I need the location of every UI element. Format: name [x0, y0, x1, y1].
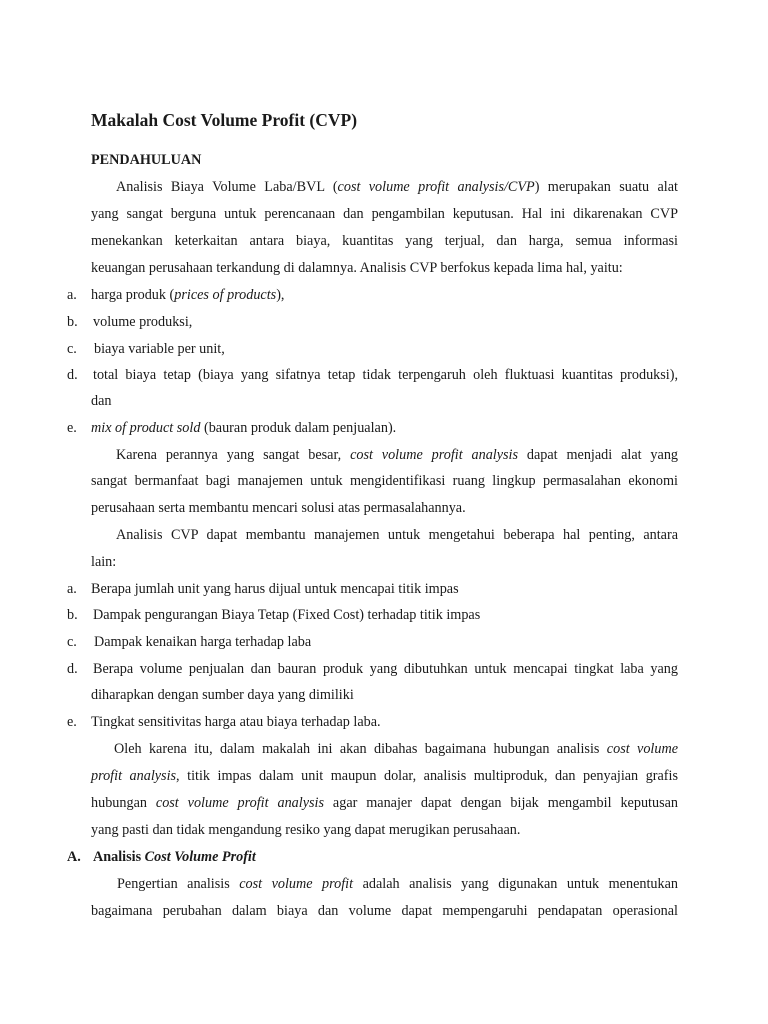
list-marker: b.: [67, 314, 78, 330]
paragraph-line: Analisis CVP dapat membantu manajemen untuk mengetahui beberapa hal penting, antara: [116, 527, 678, 543]
list-item-continuation: diharapkan dengan sumber daya yang dimiliki: [91, 687, 354, 703]
paragraph-line: perusahaan serta membantu mencari solusi atas permasalahannya.: [91, 500, 466, 516]
paragraph-line: sangat bermanfaat bagi manajemen untuk mengidentifikasi ruang lingkup permasalahan ekonomi: [91, 473, 678, 489]
section-marker: A.: [67, 849, 81, 865]
paragraph-line: yang sangat berguna untuk perencanaan dan pengambilan keputusan. Hal ini dikarenakan CVP: [91, 206, 678, 222]
list-marker: e.: [67, 714, 77, 730]
paragraph-line: Oleh karena itu, dalam makalah ini akan dibahas bagaimana hubungan analisis cost volume: [114, 741, 678, 757]
paragraph-line: bagaimana perubahan dalam biaya dan volume dapat mempengaruhi pendapatan operasional: [91, 903, 678, 919]
list-marker: c.: [67, 634, 77, 650]
document-title: Makalah Cost Volume Profit (CVP): [91, 110, 358, 130]
paragraph-line: hubungan cost volume profit analysis agar manajer dapat dengan bijak mengambil keputusan: [91, 795, 678, 811]
paragraph-line: lain:: [91, 554, 117, 570]
list-marker: a.: [67, 581, 77, 597]
paragraph-line: Karena perannya yang sangat besar, cost volume profit analysis dapat menjadi alat yang: [116, 447, 679, 463]
list-marker: c.: [67, 341, 77, 357]
list-marker: d.: [67, 367, 78, 383]
paragraph-line: Pengertian analisis cost volume profit adalah analisis yang digunakan untuk menentukan: [117, 876, 678, 892]
list-marker: a.: [67, 287, 77, 303]
section-heading: PENDAHULUAN: [91, 152, 202, 168]
list-item-continuation: dan: [91, 393, 112, 409]
paragraph-line: keuangan perusahaan terkandung di dalamnya. Analisis CVP berfokus kepada lima hal, yaitu:: [91, 260, 623, 276]
paragraph-line: profit analysis, titik impas dalam unit maupun dolar, analisis multiproduk, dan penyajian grafis: [91, 768, 678, 784]
paragraph-line: Analisis Biaya Volume Laba/BVL (cost volume profit analysis/CVP) merupakan suatu alat: [116, 179, 678, 195]
paragraph-line: yang pasti dan tidak mengandung resiko yang dapat merugikan perusahaan.: [91, 822, 521, 838]
list-marker: b.: [67, 607, 78, 623]
list-marker: d.: [67, 661, 78, 677]
paragraph-line: menekankan keterkaitan antara biaya, kuantitas yang terjual, dan harga, semua informasi: [91, 233, 678, 249]
list-marker: e.: [67, 420, 77, 436]
document-page: Makalah Cost Volume Profit (CVP) PENDAHULUAN Analisis Biaya Volume Laba/BVL (cost volume profit analysis/CVP) merupakan suatu alat yang sangat berguna untuk perencanaan dan pengambilan keputusan. Hal ini dikarenakan CVP menekankan keterkaitan antara biaya, kuantitas yang terjual, dan harga, semua informasi keuangan perusahaan terkandung di dalamnya. Analisis CVP berfokus kepada lima hal, yaitu: a. harga produk (prices of products), b. volume produksi, c. biaya variable per unit, d. total biaya tetap (biaya yang sifatnya tetap tidak terpengaruh oleh fluktuasi kuantitas produksi), dan e. mix of product sold (bauran produk dalam penjualan). Karena perannya yang sangat besar, cost volume profit analysis dapat menjadi alat yang sangat bermanfaat bagi manajemen untuk mengidentifikasi ruang lingkup permasalahan ekonomi perusahaan serta membantu mencari solusi atas permasalahannya. Analisis CVP dapat membantu manajemen untuk mengetahui beberapa hal penting, antara lain: a. Berapa jumlah unit yang harus dijual untuk mencapai titik impas b. Dampak pengurangan Biaya Tetap (Fixed Cost) terhadap titik impas c. Dampak kenaikan harga terhadap laba d. Berapa volume penjualan dan bauran produk yang dibutuhkan untuk mencapai tingkat laba yang diharapkan dengan sumber daya yang dimiliki e. Tingkat sensitivitas harga atau biaya terhadap laba. Oleh karena itu, dalam makalah ini akan dibahas bagaimana hubungan analisis cost volume profit analysis, titik impas dalam unit maupun dolar, analisis multiproduk, dan penyajian grafis hubungan cost volume profit analysis agar manajer dapat dengan bijak mengambil keputusan yang pasti dan tidak mengandung resiko yang dapat merugikan perusahaan. A. Analisis Cost Volume Profit Pengertian analisis cost volume profit adalah analisis yang digunakan untuk menentukan bagaimana perubahan dalam biaya dan volume dapat mempengaruhi pendapatan operasional: [67, 110, 679, 919]
